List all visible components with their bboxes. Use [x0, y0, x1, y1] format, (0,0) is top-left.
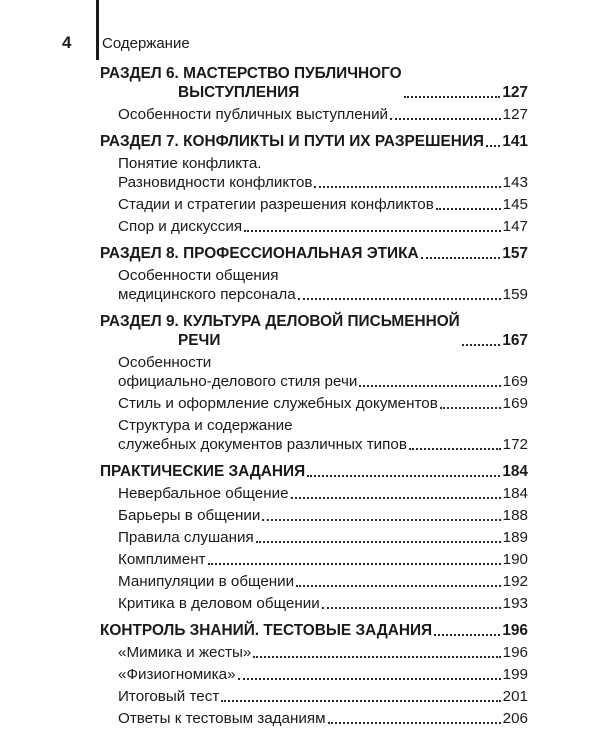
toc-page-number: 145: [502, 196, 528, 213]
toc-entry-title-line: Понятие конфликта.: [118, 155, 262, 172]
toc-page-number: 127: [502, 84, 528, 101]
toc-entry-title: [118, 217, 242, 236]
toc-entry-title-line: Невербальное общение: [118, 485, 289, 502]
toc-page-number: 206: [502, 710, 528, 727]
toc-page-number: 193: [502, 595, 528, 612]
toc-entry-title-line: Правила слушания: [118, 529, 254, 546]
toc-entry[interactable]: [100, 266, 528, 304]
toc-page-number: 172: [502, 436, 528, 453]
toc-entry-title-line: Структура и содержание: [118, 417, 293, 434]
toc-page-number: 199: [502, 666, 528, 683]
toc-entry-title: [100, 132, 484, 151]
toc-entry-title: [118, 594, 320, 613]
toc-entry-title-line: «Физиогномика»: [118, 666, 236, 683]
toc-entry-title: [100, 244, 419, 263]
toc-page-number: 167: [502, 332, 528, 349]
toc-entry-title: [100, 312, 460, 350]
toc-entry-title-line: «Мимика и жесты»: [118, 644, 252, 661]
toc-entry-title-line: ПРАКТИЧЕСКИЕ ЗАДАНИЯ: [100, 463, 306, 480]
toc-entry-title-line: служебных документов различных типов: [118, 436, 407, 453]
toc-entry[interactable]: [100, 217, 528, 236]
toc-entry-title-line: Ответы к тестовым заданиям: [118, 710, 326, 727]
dot-leader: [314, 185, 500, 188]
dot-leader: [328, 721, 501, 724]
toc-entry[interactable]: [100, 195, 528, 214]
toc-page-number: 127: [502, 106, 528, 123]
dot-leader: [221, 699, 500, 702]
toc-entry[interactable]: [100, 353, 528, 391]
toc-entry-title-line: медицинского персонала: [118, 286, 296, 303]
toc-section-entry[interactable]: [100, 132, 528, 151]
dot-leader: [409, 447, 501, 450]
toc-section-entry[interactable]: [100, 312, 528, 350]
toc-section-entry[interactable]: [100, 64, 528, 102]
toc-entry-title-line: РАЗДЕЛ 6. МАСТЕРСТВО ПУБЛИЧНОГО: [100, 65, 402, 82]
dot-leader: [421, 256, 501, 259]
toc-section-entry[interactable]: [100, 621, 528, 640]
toc-entry-title-line: Особенности общения: [118, 267, 279, 284]
toc-page-number: 169: [502, 373, 528, 390]
dot-leader: [434, 633, 500, 636]
toc-entry-title: [118, 687, 219, 706]
dot-leader: [296, 584, 501, 587]
toc-entry-title-line: РЕЧИ: [178, 332, 221, 349]
toc-entry[interactable]: [100, 550, 528, 569]
toc-entry-title: [100, 462, 305, 481]
toc-page-number: 157: [502, 245, 528, 262]
toc-page-number: 196: [502, 622, 528, 639]
toc-page-number: 147: [502, 218, 528, 235]
toc-entry[interactable]: [100, 416, 528, 454]
toc-entry-title: [118, 394, 438, 413]
toc-section-entry[interactable]: [100, 244, 528, 263]
toc-page-number: 192: [502, 573, 528, 590]
toc-entry-title-line: Стадии и стратегии разрешения конфликтов: [118, 196, 434, 213]
toc-entry[interactable]: [100, 572, 528, 591]
toc-entry-title-line: Комплимент: [118, 551, 206, 568]
toc-entry-title: [118, 528, 254, 547]
toc-page-number: 190: [502, 551, 528, 568]
toc-page-number: 184: [502, 485, 528, 502]
dot-leader: [440, 406, 501, 409]
toc-entry[interactable]: [100, 528, 528, 547]
toc-page-number: 143: [502, 174, 528, 191]
dot-leader: [359, 384, 500, 387]
dot-leader: [462, 343, 501, 346]
toc-entry-title: [118, 105, 388, 124]
toc-entry-title: [118, 572, 294, 591]
toc-page-number: 141: [502, 133, 528, 150]
toc-entry[interactable]: [100, 709, 528, 728]
toc-entry-title-line: официально-делового стиля речи: [118, 373, 358, 390]
toc-entry-title-line: ВЫСТУПЛЕНИЯ: [178, 84, 300, 101]
toc-page-number: 201: [502, 688, 528, 705]
toc-entry-title-line: Манипуляции в общении: [118, 573, 295, 590]
dot-leader: [256, 540, 501, 543]
toc-entry-title-line: РАЗДЕЛ 8. ПРОФЕССИОНАЛЬНАЯ ЭТИКА: [100, 245, 419, 262]
running-header: [62, 33, 190, 57]
page-number: 4: [62, 33, 72, 52]
dot-leader: [244, 229, 501, 232]
toc-entry-title: [100, 621, 432, 640]
toc-entry-title: [118, 353, 357, 391]
toc-entry[interactable]: [100, 506, 528, 525]
toc-entry-title-line: Итоговый тест: [118, 688, 220, 705]
dot-leader: [298, 297, 501, 300]
toc-page-number: 184: [502, 463, 528, 480]
toc-entry-title: [118, 195, 434, 214]
toc-entry-title-line: Барьеры в общении: [118, 507, 261, 524]
toc-entry[interactable]: [100, 687, 528, 706]
dot-leader: [390, 117, 501, 120]
toc-entry-title: [118, 266, 296, 304]
toc-entry-title: [118, 506, 260, 525]
dot-leader: [307, 474, 500, 477]
toc-entry-title-line: РАЗДЕЛ 7. КОНФЛИКТЫ И ПУТИ ИХ РАЗРЕШЕНИЯ: [100, 133, 484, 150]
toc-entry-title: [100, 64, 402, 102]
dot-leader: [238, 677, 501, 680]
toc-entry-title-line: РАЗДЕЛ 9. КУЛЬТУРА ДЕЛОВОЙ ПИСЬМЕННОЙ: [100, 313, 460, 330]
toc-entry-title-line: КОНТРОЛЬ ЗНАНИЙ. ТЕСТОВЫЕ ЗАДАНИЯ: [100, 622, 433, 639]
toc-entry-title: [118, 416, 407, 454]
dot-leader: [322, 606, 501, 609]
dot-leader: [291, 496, 501, 499]
toc-entry-title-line: Особенности публичных выступлений: [118, 106, 389, 123]
dot-leader: [262, 518, 500, 521]
toc-entry-title-line: Стиль и оформление служебных документов: [118, 395, 438, 412]
toc-page-number: 188: [502, 507, 528, 524]
toc-entry[interactable]: [100, 484, 528, 503]
toc-page-number: 159: [502, 286, 528, 303]
toc-entry-title-line: Разновидности конфликтов: [118, 174, 313, 191]
toc-section-entry[interactable]: [100, 462, 528, 481]
toc-entry[interactable]: [100, 154, 528, 192]
dot-leader: [208, 562, 501, 565]
toc-entry-title-line: Критика в деловом общении: [118, 595, 320, 612]
toc-entry[interactable]: [100, 105, 528, 124]
dot-leader: [404, 95, 501, 98]
toc-entry-title-line: Спор и дискуссия: [118, 218, 243, 235]
toc-page-number: 169: [502, 395, 528, 412]
dot-leader: [253, 655, 500, 658]
toc-entry-title-line: Особенности: [118, 354, 212, 371]
toc-entry-title: [118, 550, 206, 569]
toc-entry[interactable]: [100, 394, 528, 413]
toc-entry-title: [118, 643, 251, 662]
dot-leader: [436, 207, 501, 210]
toc-page-number: 196: [502, 644, 528, 661]
toc-page-number: 189: [502, 529, 528, 546]
page-title: Содержание: [102, 35, 190, 52]
toc-entry-title: [118, 484, 289, 503]
toc-entry[interactable]: [100, 643, 528, 662]
toc-entry-title: [118, 709, 326, 728]
dot-leader: [486, 144, 500, 147]
table-of-contents: [100, 64, 528, 728]
toc-entry-title: [118, 665, 236, 684]
toc-entry[interactable]: [100, 594, 528, 613]
toc-entry-title: [118, 154, 312, 192]
toc-entry[interactable]: [100, 665, 528, 684]
